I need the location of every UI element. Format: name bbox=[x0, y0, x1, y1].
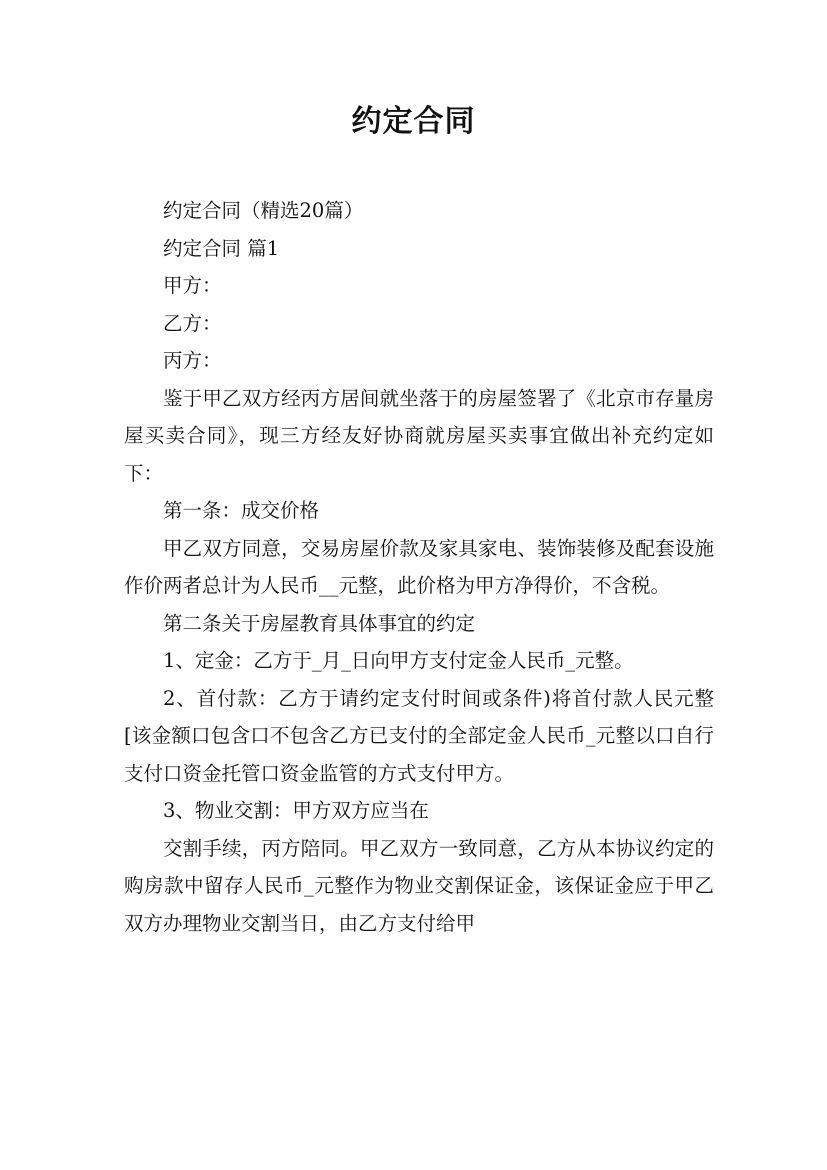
paragraph-preamble: 鉴于甲乙双方经丙方居间就坐落于的房屋签署了《北京市存量房屋买卖合同》，现三方经友好协商就房屋买卖事宜做出补充约定如下： bbox=[124, 386, 714, 485]
paragraph-party-c: 丙方： bbox=[163, 349, 222, 372]
paragraph-down-payment: 2、首付款：乙方于请约定支付时间或条件)将首付款人民元整[该金额口包含口不包含乙方已支付的全部定金人民币_元整以口自行支付口资金托管口资金监管的方式支付甲方。 bbox=[124, 686, 714, 785]
paragraph-article-2-heading: 第二条关于房屋教育具体事宜的约定 bbox=[163, 611, 476, 635]
paragraph-party-a: 甲方： bbox=[163, 274, 222, 297]
paragraph-subtitle: 约定合同（精选20篇） bbox=[163, 199, 364, 222]
paragraph-article-1-heading: 第一条：成交价格 bbox=[163, 499, 320, 522]
paragraph-handover-details: 交割手续，丙方陪同。甲乙双方一致同意，乙方从本协议约定的购房款中留存人民币_元整作为物业交割保证金，该保证金应于甲乙双方办理物业交割当日，由乙方支付给甲 bbox=[124, 836, 714, 935]
paragraph-property-handover: 3、物业交割：甲方双方应当在 bbox=[163, 799, 429, 822]
paragraph-section-heading: 约定合同 篇1 bbox=[163, 236, 280, 260]
paragraph-party-b: 乙方： bbox=[163, 311, 222, 335]
paragraph-deposit: 1、定金：乙方于_月_日向甲方支付定金人民币_元整。 bbox=[163, 649, 634, 672]
paragraph-article-1-body: 甲乙双方同意，交易房屋价款及家具家电、装饰装修及配套设施作价两者总计为人民币__元整，此价格为甲方净得价，不含税。 bbox=[124, 536, 714, 597]
document-body bbox=[124, 192, 714, 942]
document-title: 约定合同 bbox=[351, 104, 476, 139]
